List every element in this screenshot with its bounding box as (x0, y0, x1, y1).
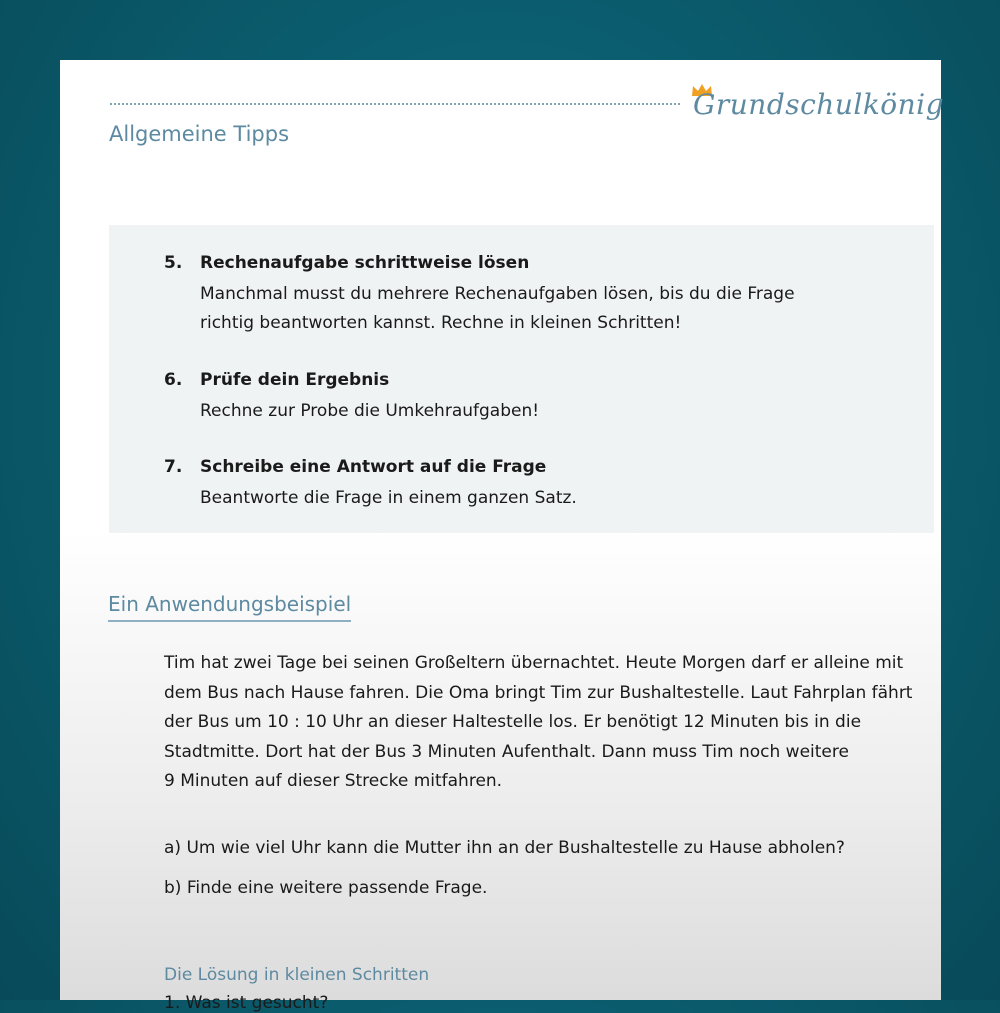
tip-body-line: Manchmal musst du mehrere Rechenaufgaben lösen, bis du die Frage (200, 284, 795, 304)
tip-heading: Rechenaufgabe schrittweise lösen (200, 253, 530, 273)
tip-body (200, 397, 800, 426)
story-line: Stadtmitte. Dort hat der Bus 3 Minuten Aufenthalt. Dann muss Tim noch weitere (164, 741, 849, 762)
solution-step: 1. Was ist gesucht? (164, 993, 329, 1013)
tip-number: 7. (164, 457, 183, 477)
logo (690, 82, 945, 132)
tip-body-line: Rechne zur Probe die Umkehraufgaben! (200, 401, 540, 421)
story-line: Tim hat zwei Tage bei seinen Großeltern übernachtet. Heute Morgen darf er alleine mit (164, 653, 904, 673)
worksheet-page (60, 60, 945, 1013)
solution-title: Die Lösung in kleinen Schritten (164, 965, 430, 985)
story-text (164, 649, 914, 797)
example-title: Ein Anwendungsbeispiel (108, 592, 351, 622)
tip-body-line: richtig beantworten kannst. Rechne in kleinen Schritten! (200, 313, 682, 333)
logo-text: Grundschulkönig (693, 88, 945, 121)
tip-body (200, 484, 800, 513)
tips-box (109, 225, 934, 533)
story-line: dem Bus nach Hause fahren. Die Oma bringt Tim zur Bushaltestelle. Laut Fahrplan fährt (164, 682, 913, 703)
tip-body (200, 280, 800, 338)
story-line: 9 Minuten auf dieser Strecke mitfahren. (164, 771, 503, 791)
story-line: der Bus um 10 : 10 Uhr an dieser Haltestelle los. Er benötigt 12 Minuten bis in die (164, 712, 862, 732)
tip-heading: Schreibe eine Antwort auf die Frage (200, 457, 547, 477)
tip-body-line: Beantworte die Frage in einem ganzen Satz. (200, 488, 577, 508)
page-title: Allgemeine Tipps (109, 122, 290, 146)
tip-heading: Prüfe dein Ergebnis (200, 370, 390, 390)
question-a: a) Um wie viel Uhr kann die Mutter ihn an der Bushaltestelle zu Hause abholen? (164, 838, 845, 858)
tip-number: 5. (164, 253, 183, 273)
question-b: b) Finde eine weitere passende Frage. (164, 878, 488, 898)
header-dotted-line (110, 103, 680, 105)
tip-number: 6. (164, 370, 183, 390)
